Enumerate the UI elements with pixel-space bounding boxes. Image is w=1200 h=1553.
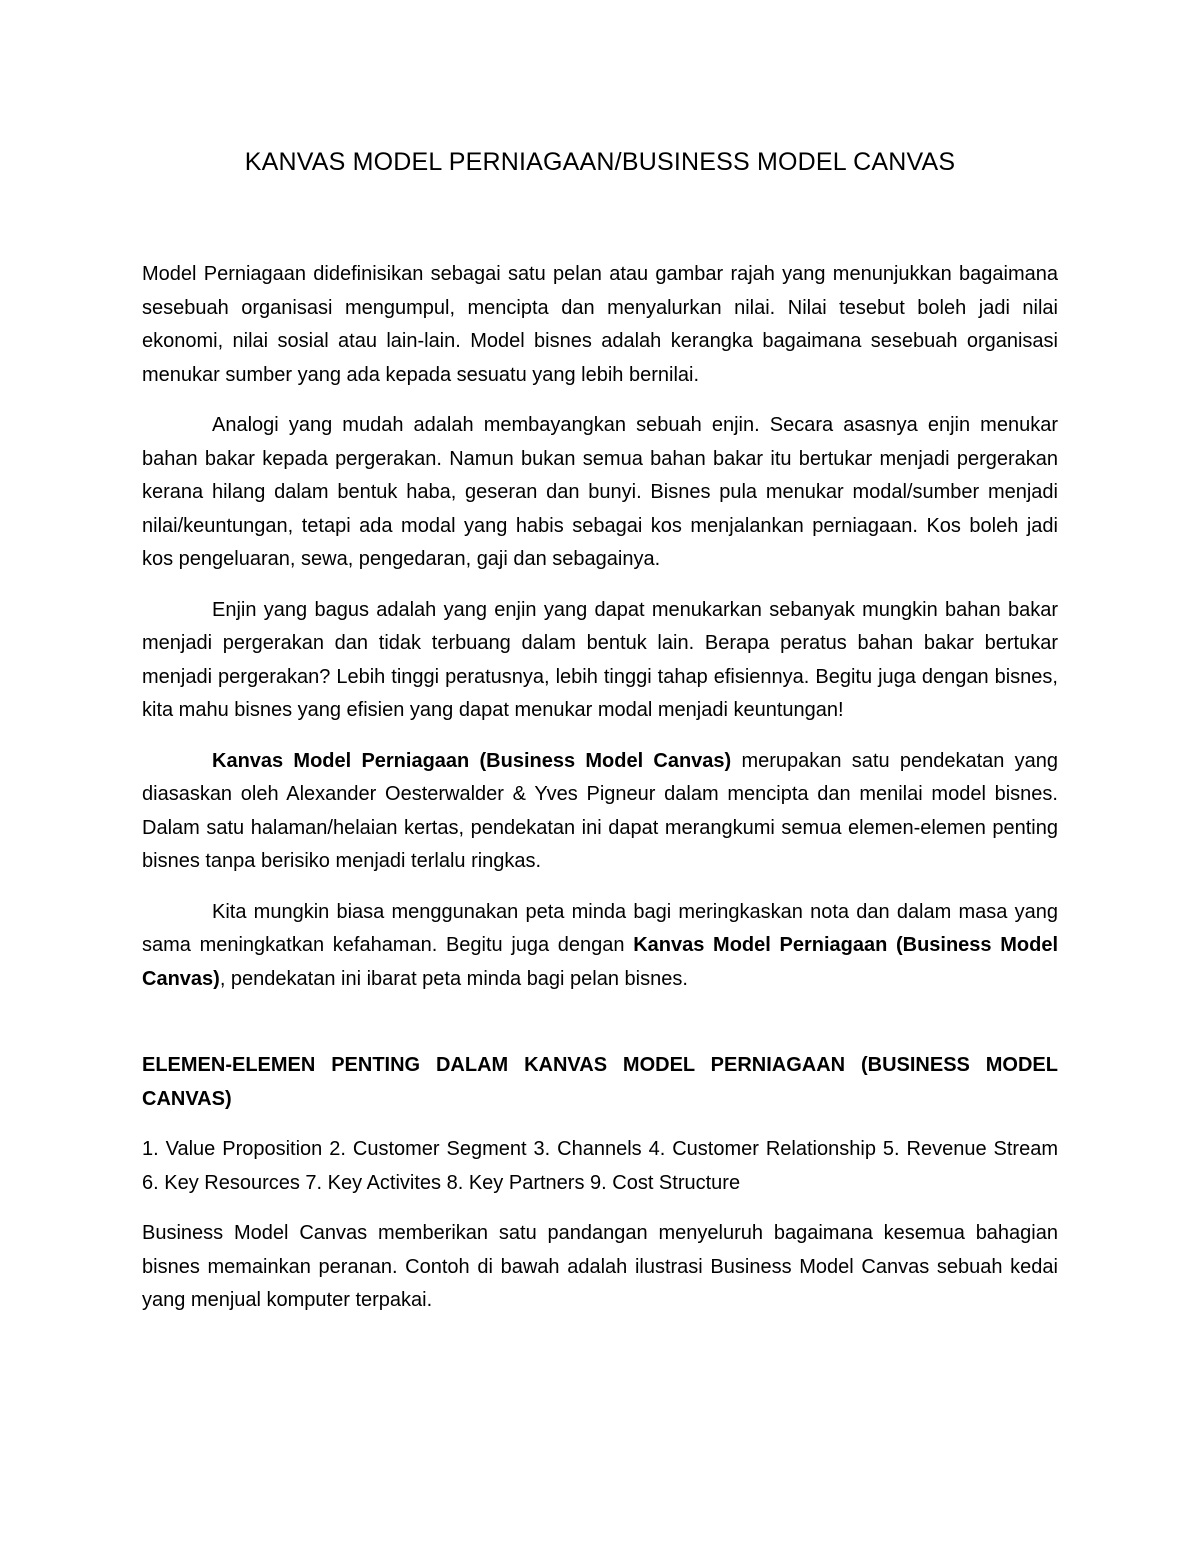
list-item: 8. Key Partners (446, 1171, 585, 1194)
list-item: 2. Customer Segment (329, 1138, 527, 1160)
bold-term-bmc: Kanvas Model Perniagaan (Business Model Canvas) (212, 749, 732, 772)
document-body (142, 142, 1058, 1335)
list-item: 7. Key Activites (305, 1171, 442, 1194)
paragraph-mind-map-start: Kita mungkin biasa menggunakan peta minda bagi meringkaskan nota dan dalam masa yang sama meningkatkan kefahaman. Begitu juga dengan (142, 900, 1058, 956)
list-item: 5. Revenue Stream (882, 1138, 1058, 1160)
paragraph-efficiency: Enjin yang bagus adalah yang enjin yang dapat menukarkan sebanyak mungkin bahan bakar menjadi pergerakan dan tidak terbuang dalam bentuk lain. Berapa peratus bahan bakar bertukar menjadi pergerakan? Lebih tinggi peratusnya, lebih tinggi tahap efisiennya. Begitu juga dengan bisnes, kita mahu bisnes yang efisien yang dapat menukar modal menjadi keuntungan! (142, 598, 1058, 721)
document-title: KANVAS MODEL PERNIAGAAN/BUSINESS MODEL CANVAS (244, 148, 956, 176)
paragraph-bmc-intro-text: merupakan satu pendekatan yang diasaskan oleh Alexander Oesterwalder & Yves Pigneur dalam mencipta dan menilai model bisnes. Dalam satu halaman/helaian kertas, pendekatan ini dapat merangkumi semua elemen-elemen penting bisnes tanpa berisiko menjadi terlalu ringkas. (142, 749, 1058, 872)
list-item: 3. Channels (533, 1138, 642, 1160)
list-item: 9. Cost Structure (590, 1171, 741, 1194)
section-heading-elements: ELEMEN-ELEMEN PENTING DALAM KANVAS MODEL PERNIAGAAN (BUSINESS MODEL CANVAS) (142, 1054, 1058, 1110)
paragraph-engine-analogy: Analogi yang mudah adalah membayangkan sebuah enjin. Secara asasnya enjin menukar bahan bakar kepada pergerakan. Namun bukan semua bahan bakar itu bertukar menjadi pergerakan kerana hilang dalam bentuk haba, geseran dan bunyi. Bisnes pula menukar modal/sumber menjadi nilai/keuntungan, tetapi ada modal yang habis sebagai kos menjalankan perniagaan. Kos boleh jadi kos pengeluaran, sewa, pengedaran, gaji dan sebagainya. (142, 414, 1058, 570)
paragraph-definition: Model Perniagaan didefinisikan sebagai satu pelan atau gambar rajah yang menunjukkan bagaimana sesebuah organisasi mengumpul, mencipta dan menyalurkan nilai. Nilai tesebut boleh jadi nilai ekonomi, nilai sosial atau lain-lain. Model bisnes adalah kerangka bagaimana sesebuah organisasi menukar sumber yang ada kepada sesuatu yang lebih bernilai. (142, 263, 1058, 386)
paragraph-mind-map (142, 896, 1058, 997)
paragraph-bmc-overview: Business Model Canvas memberikan satu pandangan menyeluruh bagaimana kesemua bahagian bisnes memainkan peranan. Contoh di bawah adalah ilustrasi Business Model Canvas sebuah kedai yang menjual komputer terpakai. (142, 1222, 1058, 1311)
elements-list (142, 1133, 1058, 1200)
list-item: 4. Customer Relationship (648, 1138, 876, 1160)
list-item: 1. Value Proposition (142, 1138, 323, 1160)
paragraph-bmc-intro (142, 745, 1058, 879)
list-item: 6. Key Resources (142, 1171, 300, 1194)
paragraph-mind-map-end: , pendekatan ini ibarat peta minda bagi pelan bisnes. (219, 967, 688, 990)
bold-term-bmc-2: Kanvas Model Perniagaan (Business Model Canvas) (142, 934, 1058, 990)
